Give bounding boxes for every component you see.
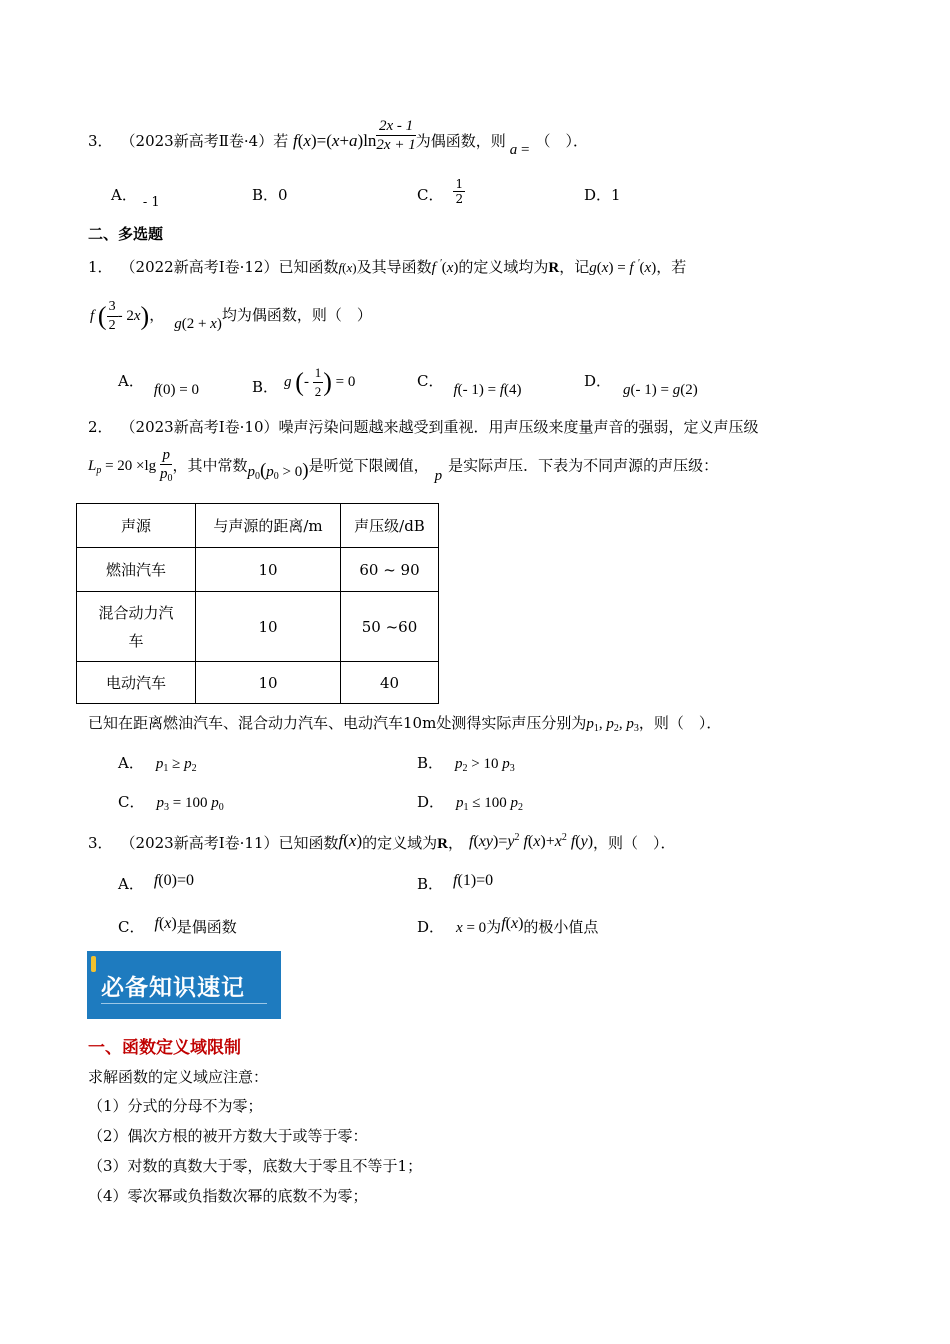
table-header-cell: 与声源的距离/m: [196, 504, 341, 548]
table-cell: 10: [196, 592, 341, 662]
table-row: [77, 662, 439, 704]
formula-fx: f(x): [338, 260, 357, 275]
mq1-option-d: [584, 370, 698, 398]
list-item: （2）偶次方根的被开方数大于或等于零：: [88, 1127, 368, 1145]
formula-f0-eq-0: f(0)=0: [153, 872, 194, 889]
option-c: [417, 176, 465, 206]
cell-line: 车: [128, 631, 144, 650]
formula-fx: f(x): [338, 831, 363, 850]
formula-fx: f(x): [501, 915, 524, 932]
option-d-text2: 的极小值点: [523, 918, 599, 936]
option-a: [111, 184, 160, 210]
formula-fx: f(x): [154, 915, 177, 932]
formula-g-neg1-eq-g2: g(- 1) = g(2): [623, 382, 698, 398]
formula-p1-ge-p2: $p_1 \ge p_2$: [155, 756, 197, 774]
option-label: B．: [252, 377, 279, 396]
option-label: D．: [417, 793, 445, 811]
mq3-line1: [88, 832, 676, 853]
formula-p0-positive: $p_0(p_0 > 0)$: [247, 460, 309, 483]
mq3-option-a: [118, 873, 194, 894]
question-suffix: 为偶函数，则: [415, 132, 506, 150]
mq2-text3: 是听觉下限阈值，: [308, 456, 429, 475]
option-label: A．: [118, 875, 144, 893]
banner-marker: [91, 956, 96, 972]
formula-fraction: $\frac{2x - 1}{2x + 1}$: [376, 117, 416, 153]
mq2-line1: [88, 416, 759, 437]
option-label: D．: [584, 372, 612, 390]
formula-p: p: [434, 468, 443, 485]
mq3-option-c: [118, 916, 237, 937]
question-number: 1．: [88, 258, 113, 276]
cell-line: 混合动力汽: [98, 603, 174, 622]
table-cell: 40: [341, 662, 439, 704]
mq2-text4: 是实际声压．下表为不同声源的声压级：: [448, 456, 719, 475]
mq1-text7: 均为偶函数，则（ ）: [221, 305, 372, 324]
formula-g-equals-fprime: g(x) = f ′(x): [589, 258, 657, 276]
mq3-text3: ，: [448, 834, 464, 852]
formula-f-prime-x: f ′(x): [431, 258, 459, 276]
section-title-domain-restrictions: 一、函数定义域限制: [88, 1038, 241, 1058]
option-label: B．: [417, 754, 444, 772]
formula-f-3-2-minus-2x: f ( $\frac{3}{2}$ - 2x): [90, 299, 150, 333]
formula-p3-eq-100p0: $p_3 = 100$ $p_0$: [156, 795, 224, 813]
table-cell: 50 ~60: [341, 592, 439, 662]
mq3-option-d: [417, 916, 598, 937]
mq2-text2: ，其中常数: [172, 456, 248, 475]
formula-sound-level-definition: $L_p = 20 \times\lg$ $\frac{p}{p_0}$: [88, 447, 173, 484]
section-title-multiple-choice: 二、多选题: [88, 225, 164, 243]
option-label: A．: [118, 754, 144, 772]
question-source: （2023新高考Ⅱ卷·4）若: [120, 132, 289, 150]
list-item: （3）对数的真数大于零，底数大于零且不等于1；: [88, 1157, 423, 1175]
option-c-label: C．: [417, 186, 444, 204]
list-item: （4）零次幂或负指数次幂的底数不为零；: [88, 1187, 368, 1205]
formula-a-equals: a =: [509, 142, 530, 158]
option-label: B．: [417, 875, 444, 893]
mq2-option-c: [118, 791, 224, 813]
table-cell: 10: [196, 548, 341, 592]
knowledge-banner: [87, 951, 281, 1019]
table-header-cell: 声源: [77, 504, 196, 548]
mq2-text5: 已知在距离燃油汽车、混合动力汽车、电动汽车10m处测得实际声压分别为: [88, 714, 587, 732]
formula-g-neg-half-eq-0: g (- $\frac{1}{2}$ ) = 0: [284, 365, 356, 399]
option-d: D．1: [584, 186, 621, 204]
table-cell: 60 ~ 90: [341, 548, 439, 592]
mq1-option-b: [252, 365, 356, 407]
mq2-option-a: [118, 752, 197, 774]
mq1-text2: 及其导函数: [356, 258, 432, 276]
list-item: （1）分式的分母不为零；: [88, 1097, 263, 1115]
table-row: [77, 592, 439, 662]
formula-x-eq-0: x = 0: [456, 920, 487, 936]
mq2-option-d: [417, 791, 523, 813]
formula-g-2-plus-x: g(2 + x): [174, 315, 222, 332]
mq1-text1: （2022新高考Ⅰ卷·12）已知函数: [120, 258, 339, 276]
formula-p1-p2-p3: $p_1$, $p_2$, $p_3$: [586, 716, 639, 734]
option-d-text1: 为: [486, 918, 502, 936]
mq1-text6: ，: [149, 305, 165, 324]
table-cell: [77, 592, 196, 662]
real-set-symbol: R: [437, 836, 448, 852]
option-a-label: A．: [111, 186, 137, 204]
mq1-line1: [88, 256, 686, 277]
option-label: C．: [417, 372, 444, 390]
real-set-symbol: R: [548, 260, 560, 276]
option-a-value: - 1: [142, 195, 160, 210]
question-3-top: [88, 117, 588, 158]
mq2-text6: ，则（ ）．: [638, 714, 722, 732]
mq1-option-a: [118, 370, 199, 398]
option-label: C．: [118, 918, 145, 936]
option-label: D．: [417, 918, 445, 936]
mq1-line2: [90, 298, 372, 335]
table-cell: 10: [196, 662, 341, 704]
table-header-row: [77, 504, 439, 548]
question-number: 3．: [88, 834, 113, 852]
formula-f-neg1-eq-f4: f(- 1) = f(4): [453, 382, 522, 398]
mq3-text1: （2023新高考Ⅰ卷·11）已知函数: [120, 834, 339, 852]
option-b: B．0: [252, 186, 288, 204]
section-intro: 求解函数的定义域应注意：: [88, 1068, 269, 1086]
banner-label: 必备知识速记: [101, 975, 245, 1001]
mq3-text4: ，则（ ）．: [593, 834, 676, 852]
formula-functional-equation: $f(xy)=y^2$ $f(x)+x^2$ f(y): [469, 832, 594, 850]
mq3-text2: 的定义域为: [362, 834, 438, 852]
option-c-text: 是偶函数: [176, 918, 237, 936]
option-label: A．: [118, 372, 144, 390]
option-c-fraction: $\frac{1}{2}$: [455, 176, 464, 206]
mq2-option-b: [417, 752, 515, 774]
mq2-line2: [88, 446, 718, 488]
mq1-option-c: [417, 370, 522, 398]
table-row: [77, 548, 439, 592]
formula-p1-le-100p2: $p_1 \le 100$ $p_2$: [456, 795, 524, 813]
mq2-text1: （2023新高考Ⅰ卷·10）噪声污染问题越来越受到重视．用声压级来度量声音的强弱，定义声压级: [120, 418, 759, 436]
mq1-text5: ，若: [656, 258, 687, 276]
banner-underline: [101, 1003, 267, 1004]
formula-p2-gt-10p3: $p_2 > 10$ $p_3$: [455, 756, 515, 774]
mq1-text3: 的定义域均为: [458, 258, 549, 276]
question-number: 3．: [88, 132, 113, 150]
question-number: 2．: [88, 418, 113, 436]
table-cell: 燃油汽车: [77, 548, 196, 592]
table-header-cell: 声压级/dB: [341, 504, 439, 548]
mq2-line3: [88, 712, 721, 734]
formula-f0-eq-0: f(0) = 0: [153, 382, 199, 398]
mq1-text4: ，记: [559, 258, 590, 276]
formula-f-x-a-ln: f(x)=(x+a)ln: [293, 131, 377, 150]
option-label: C．: [118, 793, 145, 811]
sound-level-table: [76, 503, 439, 704]
table-cell: 电动汽车: [77, 662, 196, 704]
answer-paren: （ ）．: [535, 132, 588, 150]
mq3-option-b: [417, 873, 493, 894]
formula-f1-eq-0: f(1)=0: [453, 872, 494, 889]
